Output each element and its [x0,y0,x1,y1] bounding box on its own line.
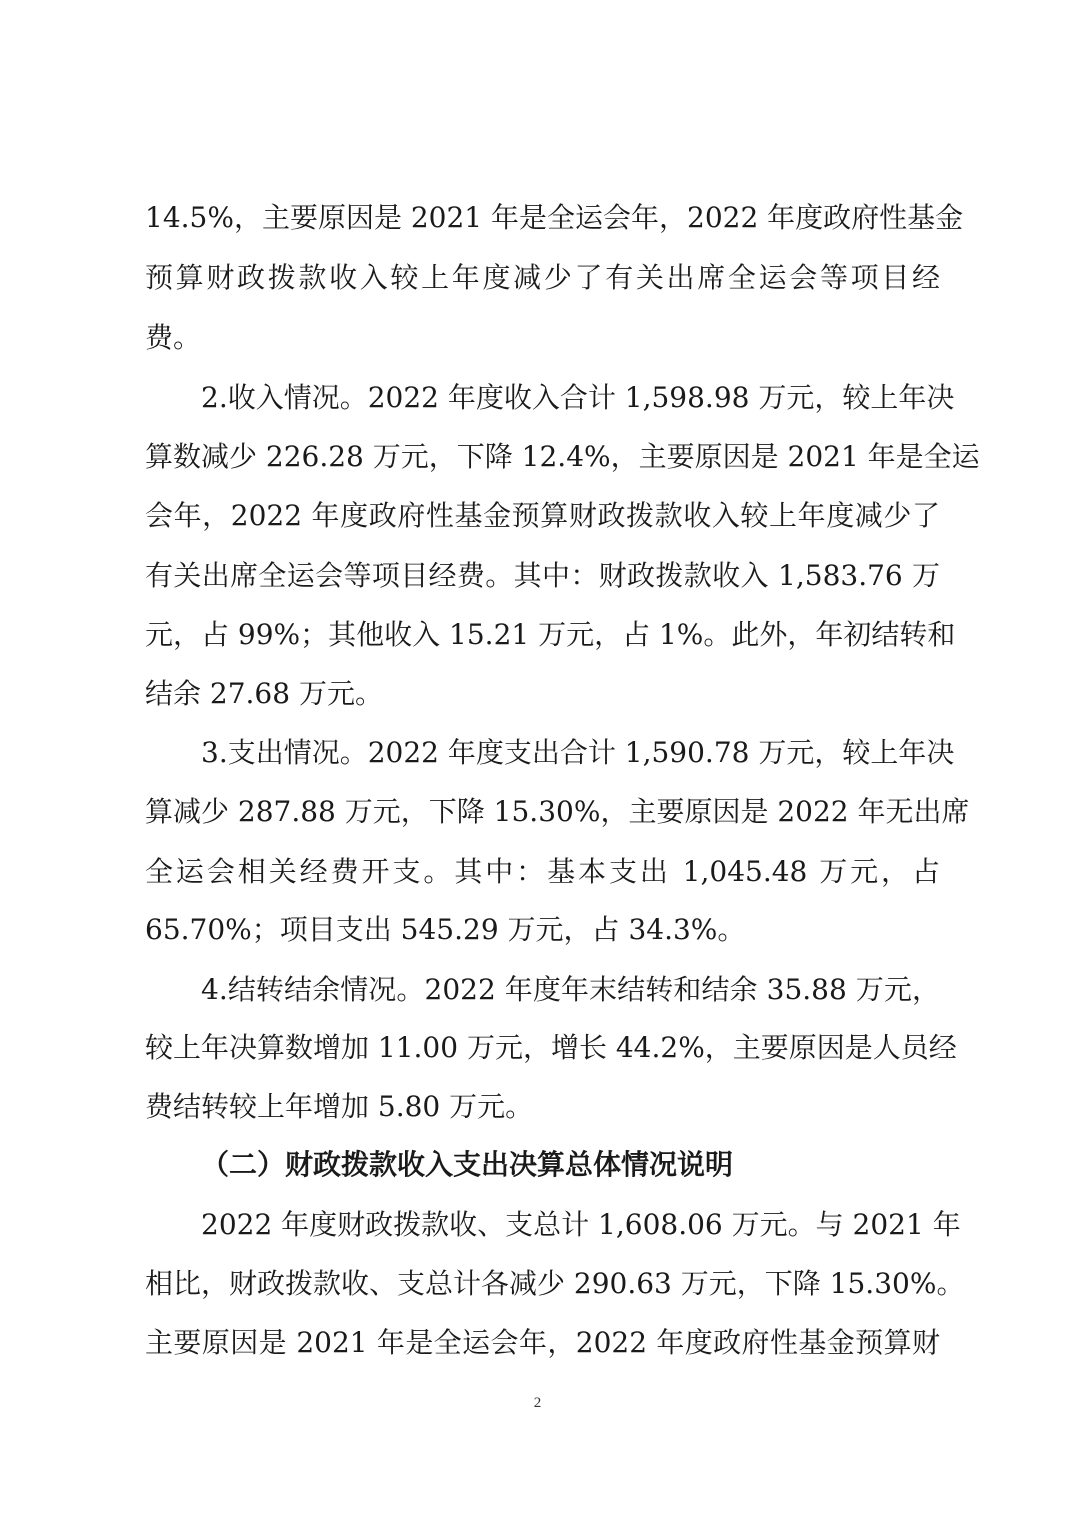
text-line: 65.70%；项目支出 545.29 万元，占 34.3%。 [145,913,746,946]
text-line: 算数减少 226.28 万元，下降 12.4%，主要原因是 2021 年是全运 [145,440,980,473]
text-line: 有关出席全运会等项目经费。其中：财政拨款收入 1,583.76 万 [145,559,940,592]
text-line: 全运会相关经费开支。其中：基本支出 1,045.48 万元，占 [145,855,940,888]
text-line: 较上年决算数增加 11.00 万元，增长 44.2%，主要原因是人员经 [145,1031,957,1064]
section-heading: （二）财政拨款收入支出决算总体情况说明 [201,1148,734,1181]
text-line: 元，占 99%；其他收入 15.21 万元，占 1%。此外，年初结转和 [145,618,956,651]
text-line: 费。 [145,321,202,354]
page-number: 2 [533,1395,542,1411]
text-line: 相比，财政拨款收、支总计各减少 290.63 万元，下降 15.30%。 [145,1267,965,1300]
text-line: 主要原因是 2021 年是全运会年，2022 年度政府性基金预算财 [145,1326,940,1359]
text-line: 算减少 287.88 万元，下降 15.30%，主要原因是 2022 年无出席 [145,795,970,828]
section-item-income: 2.收入情况。2022 年度收入合计 1,598.98 万元，较上年决 [201,381,955,414]
text-line: 预算财政拨款收入较上年度减少了有关出席全运会等项目经 [145,261,940,294]
text-line: 结余 27.68 万元。 [145,677,383,710]
text-line: 2022 年度财政拨款收、支总计 1,608.06 万元。与 2021 年 [201,1208,961,1241]
text-line: 14.5%，主要原因是 2021 年是全运会年，2022 年度政府性基金 [145,201,964,234]
text-line: 会年，2022 年度政府性基金预算财政拨款收入较上年度减少了 [145,499,940,532]
text-line: 费结转较上年增加 5.80 万元。 [145,1090,534,1123]
section-item-expenditure: 3.支出情况。2022 年度支出合计 1,590.78 万元，较上年决 [201,736,955,769]
section-item-carryover: 4.结转结余情况。2022 年度年末结转和结余 35.88 万元， [201,973,940,1006]
